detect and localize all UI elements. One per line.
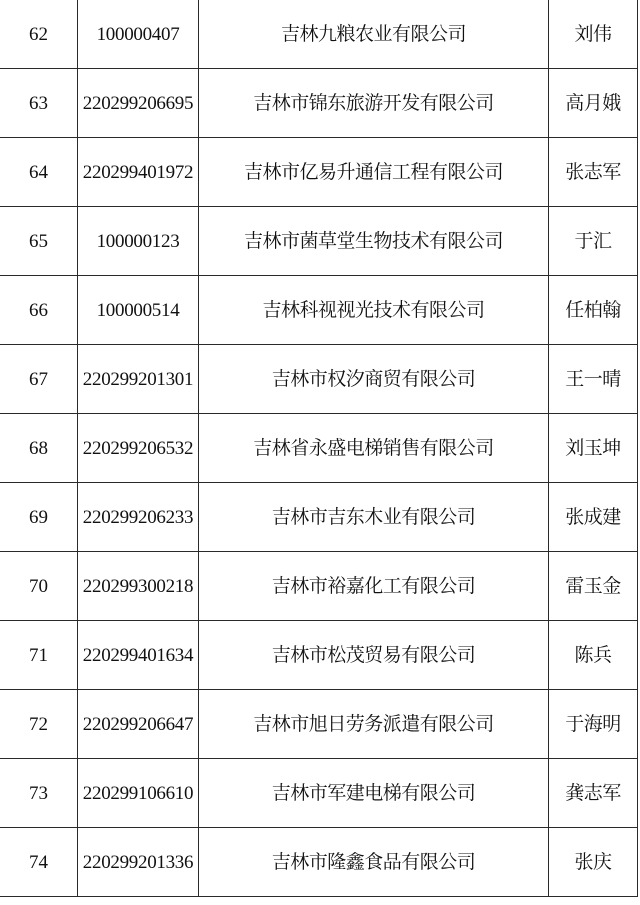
row-number: 71 bbox=[0, 621, 78, 690]
company-name: 吉林市松茂贸易有限公司 bbox=[199, 621, 549, 690]
table-row bbox=[0, 690, 638, 759]
registration-code: 100000407 bbox=[78, 0, 199, 69]
company-name: 吉林市菌草堂生物技术有限公司 bbox=[199, 207, 549, 276]
row-number: 70 bbox=[0, 552, 78, 621]
row-number: 62 bbox=[0, 0, 78, 69]
table-row bbox=[0, 483, 638, 552]
company-name: 吉林市旭日劳务派遣有限公司 bbox=[199, 690, 549, 759]
table-row bbox=[0, 138, 638, 207]
row-number: 72 bbox=[0, 690, 78, 759]
row-number: 74 bbox=[0, 828, 78, 897]
company-name: 吉林市军建电梯有限公司 bbox=[199, 759, 549, 828]
company-name: 吉林市权汐商贸有限公司 bbox=[199, 345, 549, 414]
registration-code: 220299206695 bbox=[78, 69, 199, 138]
registration-code: 220299106610 bbox=[78, 759, 199, 828]
contact-person: 高月娥 bbox=[549, 69, 638, 138]
table-row bbox=[0, 0, 638, 69]
row-number: 68 bbox=[0, 414, 78, 483]
table-row bbox=[0, 759, 638, 828]
contact-person: 雷玉金 bbox=[549, 552, 638, 621]
row-number: 67 bbox=[0, 345, 78, 414]
contact-person: 刘伟 bbox=[549, 0, 638, 69]
table-row bbox=[0, 828, 638, 897]
row-number: 64 bbox=[0, 138, 78, 207]
contact-person: 任柏翰 bbox=[549, 276, 638, 345]
table-row bbox=[0, 621, 638, 690]
contact-person: 于海明 bbox=[549, 690, 638, 759]
table-row bbox=[0, 414, 638, 483]
contact-person: 龚志军 bbox=[549, 759, 638, 828]
row-number: 66 bbox=[0, 276, 78, 345]
registration-code: 220299201336 bbox=[78, 828, 199, 897]
contact-person: 张庆 bbox=[549, 828, 638, 897]
company-name: 吉林市裕嘉化工有限公司 bbox=[199, 552, 549, 621]
company-name: 吉林省永盛电梯销售有限公司 bbox=[199, 414, 549, 483]
contact-person: 陈兵 bbox=[549, 621, 638, 690]
registration-code: 220299206647 bbox=[78, 690, 199, 759]
company-name: 吉林市锦东旅游开发有限公司 bbox=[199, 69, 549, 138]
row-number: 69 bbox=[0, 483, 78, 552]
contact-person: 张成建 bbox=[549, 483, 638, 552]
table-row bbox=[0, 207, 638, 276]
contact-person: 刘玉坤 bbox=[549, 414, 638, 483]
contact-person: 张志军 bbox=[549, 138, 638, 207]
row-number: 65 bbox=[0, 207, 78, 276]
company-name: 吉林科视视光技术有限公司 bbox=[199, 276, 549, 345]
registration-code: 100000123 bbox=[78, 207, 199, 276]
contact-person: 王一晴 bbox=[549, 345, 638, 414]
registration-code: 220299300218 bbox=[78, 552, 199, 621]
row-number: 73 bbox=[0, 759, 78, 828]
table-row bbox=[0, 345, 638, 414]
registration-code: 220299206233 bbox=[78, 483, 199, 552]
company-name: 吉林市吉东木业有限公司 bbox=[199, 483, 549, 552]
registration-code: 220299201301 bbox=[78, 345, 199, 414]
row-number: 63 bbox=[0, 69, 78, 138]
registration-code: 220299401972 bbox=[78, 138, 199, 207]
company-name: 吉林九粮农业有限公司 bbox=[199, 0, 549, 69]
table-row bbox=[0, 69, 638, 138]
table-row bbox=[0, 552, 638, 621]
registration-code: 100000514 bbox=[78, 276, 199, 345]
company-name: 吉林市隆鑫食品有限公司 bbox=[199, 828, 549, 897]
registration-code: 220299206532 bbox=[78, 414, 199, 483]
company-name: 吉林市亿易升通信工程有限公司 bbox=[199, 138, 549, 207]
registration-code: 220299401634 bbox=[78, 621, 199, 690]
contact-person: 于汇 bbox=[549, 207, 638, 276]
table-row bbox=[0, 276, 638, 345]
